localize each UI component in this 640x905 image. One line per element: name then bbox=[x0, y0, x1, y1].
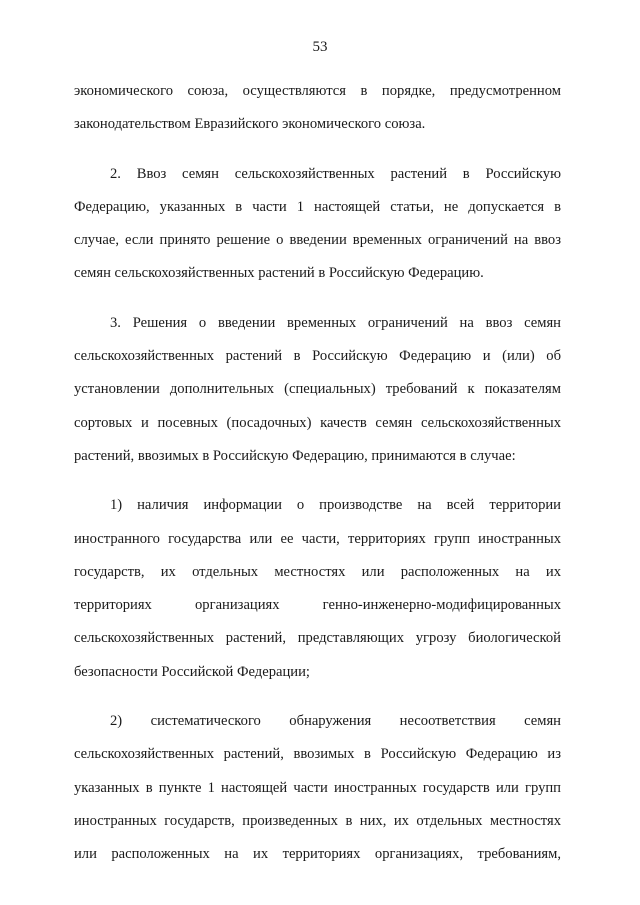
text-line: государств, их отдельных местностях или расположенных на их bbox=[74, 563, 561, 580]
paragraph bbox=[74, 158, 561, 291]
text-line: случае, если принято решение о введении временных ограничений на ввоз bbox=[74, 232, 561, 249]
text-line: сельскохозяйственных растений в Российскую Федерацию и (или) об bbox=[74, 348, 561, 365]
text-line: 1) наличия информации о производстве на всей территории bbox=[110, 497, 561, 514]
text-line: безопасности Российской Федерации; bbox=[74, 663, 310, 680]
text-line: 2. Ввоз семян сельскохозяйственных растений в Российскую bbox=[110, 165, 561, 182]
paragraph bbox=[74, 705, 561, 871]
text-line: сортовых и посевных (посадочных) качеств семян сельскохозяйственных bbox=[74, 414, 561, 431]
text-line: растений, ввозимых в Российскую Федерацию, принимаются в случае: bbox=[74, 447, 516, 464]
paragraph bbox=[74, 307, 561, 473]
text-line: экономического союза, осуществляются в порядке, предусмотренном bbox=[74, 83, 561, 99]
text-line: Федерацию, указанных в части 1 настоящей статьи, не допускается в bbox=[74, 198, 561, 215]
text-line: территориях организациях генно-инженерно-модифицированных bbox=[74, 597, 561, 614]
text-line: сельскохозяйственных растений, представляющих угрозу биологической bbox=[74, 630, 561, 647]
text-line: законодательством Евразийского экономического союза. bbox=[74, 116, 426, 133]
text-line: семян сельскохозяйственных растений в Российскую Федерацию. bbox=[74, 265, 484, 282]
paragraph bbox=[74, 489, 561, 689]
text-line: иностранных государств, произведенных в них, их отдельных местностях bbox=[74, 812, 561, 829]
text-line: или расположенных на их территориях организациях, требованиям, bbox=[74, 846, 561, 863]
page-number: 53 bbox=[312, 39, 328, 55]
text-line: указанных в пункте 1 настоящей части иностранных государств или групп bbox=[74, 779, 561, 796]
text-line: сельскохозяйственных растений, ввозимых в Российскую Федерацию из bbox=[74, 746, 561, 763]
document-body bbox=[74, 75, 561, 872]
paragraph bbox=[74, 75, 561, 142]
text-line: иностранного государства или ее части, территориях групп иностранных bbox=[74, 530, 561, 547]
text-line: 3. Решения о введении временных ограничений на ввоз семян bbox=[110, 314, 561, 331]
text-line: установлении дополнительных (специальных) требований к показателям bbox=[74, 381, 561, 398]
text-line: 2) систематического обнаружения несоответствия семян bbox=[110, 713, 561, 730]
